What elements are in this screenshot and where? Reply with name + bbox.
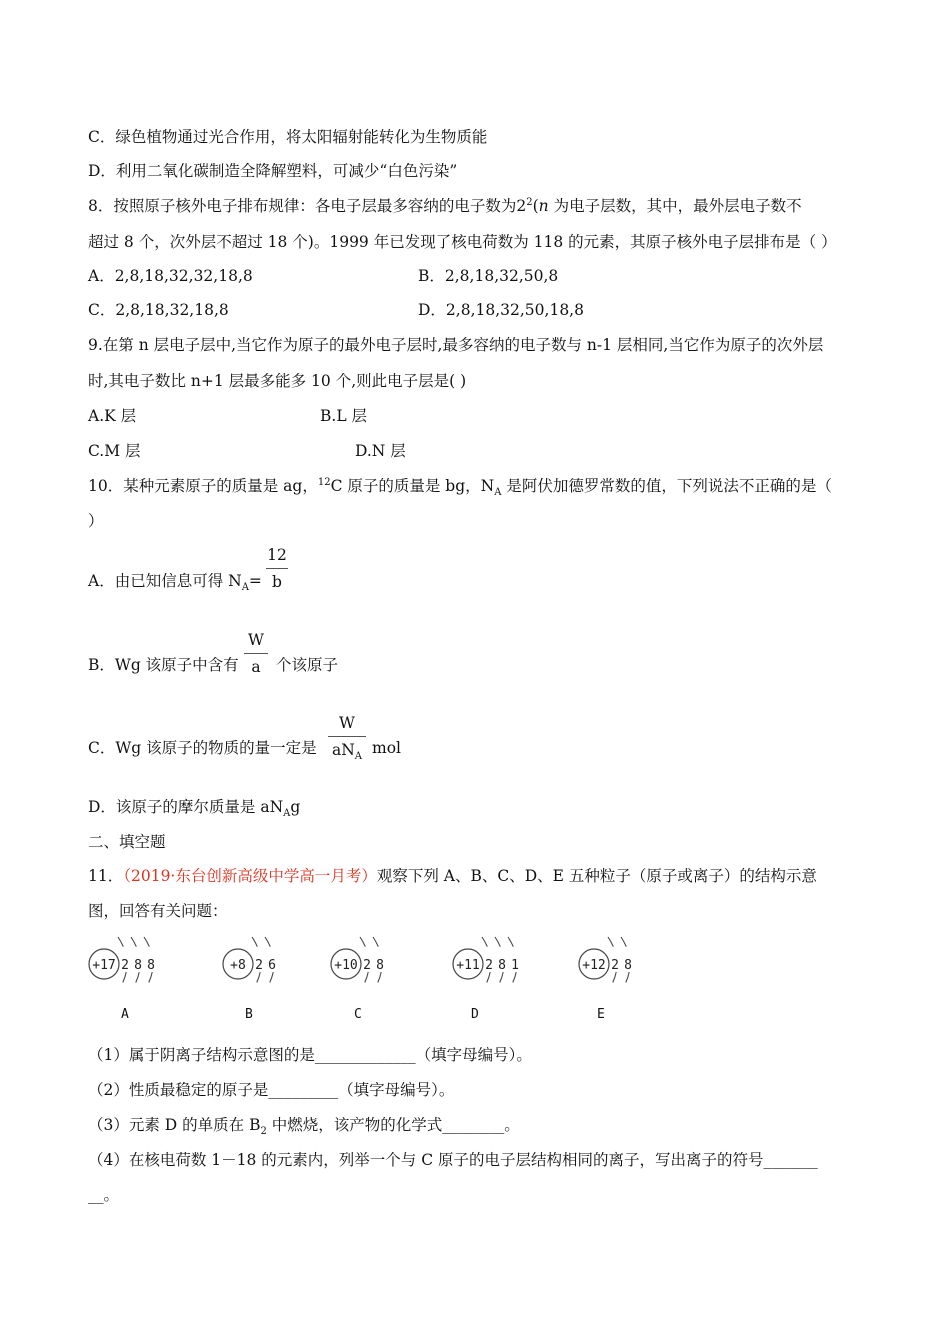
electron-count: 2 <box>611 958 619 973</box>
electron-count: 1 <box>511 958 519 973</box>
nucleus-charge: +11 <box>456 958 480 973</box>
atom-label-d: D <box>471 1007 479 1022</box>
electron-count: 8 <box>376 958 384 973</box>
q9-option-c: C.M 层 <box>88 442 141 460</box>
fraction-bar <box>244 653 268 654</box>
q10-a-fraction <box>266 545 288 592</box>
electron-count: 2 <box>485 958 493 973</box>
q10-c-fraction <box>328 713 366 763</box>
q8-option-a: A．2,8,18,32,32,18,8 <box>88 267 253 285</box>
q10-option-b: B．Wg 该原子中含有 <box>88 656 239 674</box>
electron-count: 8 <box>134 958 142 973</box>
q10-b-fraction <box>244 630 268 677</box>
nucleus-charge: +8 <box>230 958 246 973</box>
electron-count: 8 <box>147 958 155 973</box>
nucleus-charge: +12 <box>582 958 606 973</box>
section-heading: 二、填空题 <box>88 833 166 851</box>
q7-option-d: D．利用二氧化碳制造全降解塑料，可减少“白色污染” <box>88 162 458 180</box>
q10-option-d: D．该原子的摩尔质量是 $aN_Ag$ <box>88 798 301 820</box>
q10-option-b-tail: 个该原子 <box>276 656 339 674</box>
q9-line2: 时,其电子数比 n+1 层最多能多 10 个,则此电子层是( ) <box>88 372 467 390</box>
fraction-bar <box>266 568 288 569</box>
atom-diagram-e <box>578 932 678 996</box>
electron-count: 2 <box>121 958 129 973</box>
q10-c-numerator: W <box>339 714 355 732</box>
q8-option-b: B．2,8,18,32,50,8 <box>418 267 559 285</box>
q11-part3: （3）元素 D 的单质在 $B_2$ 中燃烧，该产物的化学式________。 <box>88 1116 520 1138</box>
q8-option-d: D．2,8,18,32,50,18,8 <box>418 301 584 319</box>
atom-label-e: E <box>597 1007 605 1022</box>
q10-a-numerator: 12 <box>267 546 287 564</box>
electron-count: 8 <box>498 958 506 973</box>
q11-source: （2019·东台创新高级中学高一月考） <box>123 867 377 885</box>
q9-option-d: D.N 层 <box>355 442 406 460</box>
atom-diagram-b <box>222 932 322 996</box>
q9-line1: 9.在第 n 层电子层中,当它作为原子的最外电子层时,最多容纳的电子数与 n-1 层相同,当它作为原子的次外层 <box>88 336 824 354</box>
q10-c-denominator: $aN_A$ <box>331 741 363 763</box>
electron-count: 2 <box>255 958 263 973</box>
q10-a-denominator: b <box>272 573 282 591</box>
q8-line2: 超过 8 个，次外层不超过 18 个)。1999 年已发现了核电荷数为 118 的元素，其原子核外电子层排布是（ ） <box>88 233 837 251</box>
q10-b-numerator: W <box>248 631 264 649</box>
electron-count: 8 <box>624 958 632 973</box>
atom-diagram-c <box>330 932 430 996</box>
q11-part1: （1）属于阴离子结构示意图的是_____________（填字母编号）。 <box>88 1046 532 1064</box>
q9-option-a: A.K 层 <box>88 407 137 425</box>
nucleus-charge: +17 <box>92 958 116 973</box>
q8-option-c: C．2,8,18,32,18,8 <box>88 301 229 319</box>
q10-line1: 10．某种元素原子的质量是 ag，$^{12}$C 原子的质量是 bg，$N_A$ 是阿伏加德罗常数的值，下列说法不正确的是（ <box>88 476 832 499</box>
q8-line1: 8．按照原子核外电子排布规律：各电子层最多容纳的电子数为$2^2(n$ 为电子层数，其中，最外层电子数不 <box>88 196 802 215</box>
q11-part4-end: __。 <box>88 1186 120 1204</box>
atom-label-a: A <box>121 1007 129 1022</box>
atom-label-c: C <box>354 1007 362 1022</box>
q10-option-a: A．由已知信息可得 $N_A=$ <box>88 572 262 594</box>
q7-option-c: C．绿色植物通过光合作用，将太阳辐射能转化为生物质能 <box>88 128 488 146</box>
atom-diagram-d <box>452 932 552 996</box>
q11-part4: （4）在核电荷数 1－18 的元素内，列举一个与 C 原子的电子层结构相同的离子，写出离子的符号_______ <box>88 1151 818 1169</box>
q11-line2: 图，回答有关问题： <box>88 902 228 920</box>
q11-line1: 11．（2019·东台创新高级中学高一月考）观察下列 A、B、C、D、E 五种粒子（原子或离子）的结构示意 <box>88 867 817 885</box>
electron-count: 6 <box>268 958 276 973</box>
atom-label-b: B <box>245 1007 253 1022</box>
atom-diagram-a <box>88 932 188 996</box>
q10-line2: ） <box>88 512 104 530</box>
q10-b-denominator: a <box>251 658 261 676</box>
q11-part2: （2）性质最稳定的原子是_________（填字母编号）。 <box>88 1081 455 1099</box>
q9-option-b: B.L 层 <box>320 407 368 425</box>
q10-option-c-tail: mol <box>372 739 401 757</box>
electron-count: 2 <box>363 958 371 973</box>
q10-option-c: C．Wg 该原子的物质的量一定是 <box>88 739 317 757</box>
fraction-bar <box>328 736 366 737</box>
nucleus-charge: +10 <box>334 958 358 973</box>
